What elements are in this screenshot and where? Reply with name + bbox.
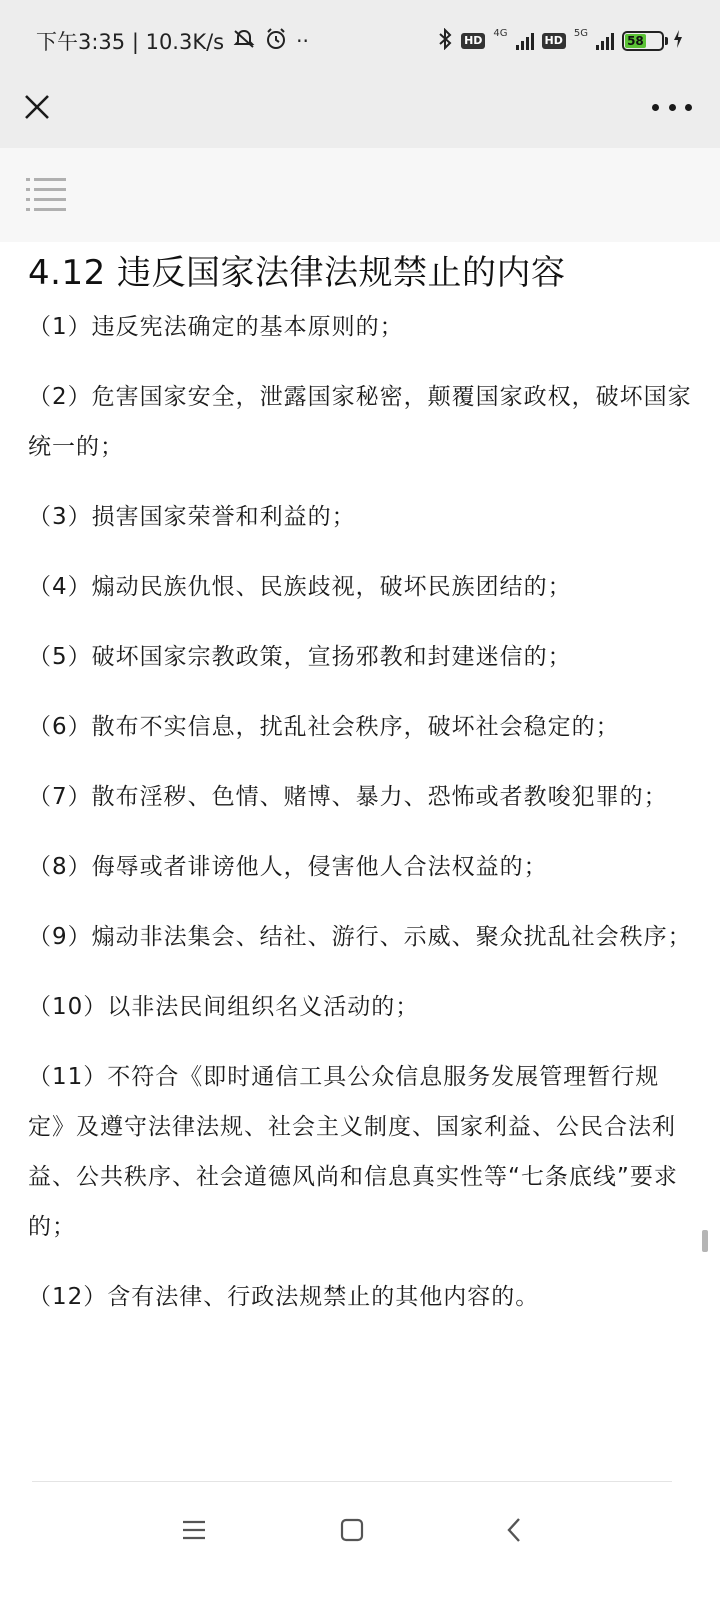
status-left <box>36 26 309 56</box>
hd-badge-2: HD <box>542 33 566 49</box>
article-item: （1）违反宪法确定的基本原则的； <box>28 314 404 340</box>
table-of-contents-button[interactable] <box>26 176 68 212</box>
scrollbar-thumb[interactable] <box>702 1230 708 1252</box>
article-item: （6）散布不实信息，扰乱社会秩序，破坏社会稳定的； <box>28 714 620 740</box>
close-button[interactable] <box>20 90 54 124</box>
close-icon <box>23 93 51 121</box>
more-button[interactable] <box>652 92 692 122</box>
hd-badge-1: HD <box>461 33 485 49</box>
article-item: （9）煽动非法集会、结社、游行、示威、聚众扰乱社会秩序； <box>28 924 692 950</box>
article-item: （8）侮辱或者诽谤他人，侵害他人合法权益的； <box>28 854 548 880</box>
article-item: （7）散布淫秽、色情、赌博、暴力、恐怖或者教唆犯罪的； <box>28 784 668 810</box>
home-icon <box>340 1518 364 1542</box>
recent-apps-icon <box>182 1519 206 1541</box>
article-items <box>28 302 692 1322</box>
signal-5g-icon <box>596 32 614 50</box>
charging-icon <box>672 29 684 54</box>
status-time-speed: 下午3:35 | 10.3K/s <box>36 30 225 54</box>
back-button[interactable] <box>492 1508 536 1552</box>
section-title: 4.12 违反国家法律法规禁止的内容 <box>28 253 566 293</box>
article-item: （2）危害国家安全，泄露国家秘密，颠覆国家政权，破坏国家统一的； <box>28 384 692 460</box>
battery-nub <box>665 37 668 45</box>
system-nav-bar <box>0 1482 720 1600</box>
battery-icon <box>622 31 664 51</box>
net-4g-label: 4G <box>493 27 508 39</box>
article-item: （11）不符合《即时通信工具公众信息服务发展管理暂行规定》及遵守法律法规、社会主义制度、国家利益、公民合法利益、公共秩序、社会道德风尚和信息真实性等“七条底线”要求的； <box>28 1064 678 1240</box>
article-item: （12）含有法律、行政法规禁止的其他内容的。 <box>28 1284 540 1310</box>
article-item: （5）破坏国家宗教政策，宣扬邪教和封建迷信的； <box>28 644 572 670</box>
more-status-icon: ·· <box>296 29 309 53</box>
article-content <box>0 242 720 1322</box>
home-button[interactable] <box>330 1508 374 1552</box>
net-5g-label: 5G <box>573 27 588 39</box>
more-dot <box>685 104 692 111</box>
article-item: （3）损害国家荣誉和利益的； <box>28 504 356 530</box>
battery-level: 58 <box>625 34 646 48</box>
more-dot <box>652 104 659 111</box>
bluetooth-icon <box>437 28 453 55</box>
status-right <box>437 28 684 55</box>
alarm-icon <box>264 27 288 56</box>
toc-bar <box>0 148 720 242</box>
mute-notification-icon <box>232 28 256 55</box>
article-item: （10）以非法民间组织名义活动的； <box>28 994 420 1020</box>
signal-4g-icon <box>516 32 534 50</box>
back-icon <box>505 1517 523 1543</box>
menu-list-icon <box>26 176 68 212</box>
article-item: （4）煽动民族仇恨、民族歧视，破坏民族团结的； <box>28 574 572 600</box>
top-app-bar <box>0 82 720 148</box>
more-dot <box>669 104 676 111</box>
status-bar <box>0 0 720 82</box>
recent-apps-button[interactable] <box>172 1508 216 1552</box>
